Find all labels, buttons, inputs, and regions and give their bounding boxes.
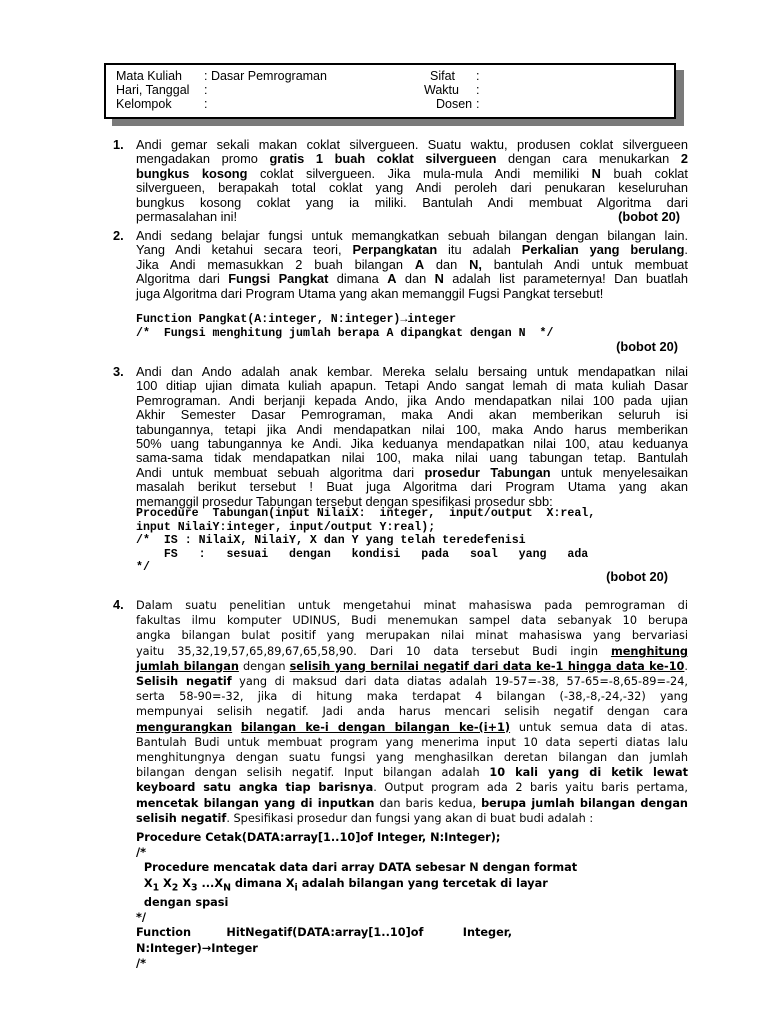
- hari-tanggal-label: Hari, Tanggal: [116, 83, 190, 97]
- sifat-value: :: [476, 69, 480, 83]
- kelompok-value: :: [204, 97, 208, 111]
- sifat-label: Sifat: [430, 69, 456, 83]
- question-text: Andi sedang belajar fungsi untuk memangkatkan sebuah bilangan dengan bilangan lain. Yang Andi ketahui secara teori, Perpangkatan itu adalah Perkalian yang berulang. Jika Andi memasukkan 2 buah bilangan A dan N, bantulah Andi untuk membuat Algoritma dari Fungsi Pangkat dimana A dan N adalah list parameternya! Dan buatlah juga Algoritma dari Program Utama yang akan memanggil Fugsi Pangkat tersebut!: [136, 228, 688, 301]
- header-box: [104, 63, 676, 119]
- code-line: Procedure Tabungan(input NilaiX: integer, input/output X:real,: [136, 507, 596, 520]
- waktu-label: Waktu: [424, 83, 459, 97]
- dosen-value: :: [476, 97, 480, 111]
- kelompok-label: Kelompok: [116, 97, 172, 111]
- code-line: dengan spasi: [136, 896, 229, 910]
- question-number: 1.: [113, 137, 124, 152]
- code-line: FS : sesuai dengan kondisi pada soal yang ada: [136, 547, 589, 561]
- code-line: /* Fungsi menghitung jumlah berapa A dipangkat dengan N */: [136, 326, 554, 340]
- bobot-row: [136, 340, 688, 354]
- code-line: Function Pangkat(A:integer, N:integer)→integer: [136, 313, 457, 326]
- code-line: Function HitNegatif(DATA:array[1..10]of Integer,: [136, 926, 513, 940]
- hari-tanggal-value: :: [204, 83, 208, 97]
- mata-kuliah-value: : Dasar Pemrograman: [204, 69, 327, 83]
- question-number: 3.: [113, 364, 124, 379]
- question-text: Dalam suatu penelitian untuk mengetahui minat mahasiswa pada pemrograman di fakultas ilmu komputer UDINUS, Budi menemukan sampel data sebanyak 10 berupa angka bilangan bulat positif yang merupakan nilai minat mahasiswa yang bervariasi yaitu 35,32,19,57,65,89,67,65,58,90. Dari 10 data tersebut Budi ingin menghitung jumlah bilangan dengan selisih yang bernilai negatif dari data ke-1 hingga data ke-10. Selisih negatif yang di maksud dari data diatas adalah 19-57=-38, 57-65=-8,65-89=-24, serta 58-90=-32, jika di hitung maka terdapat 4 bilangan (-38,-8,-24,-32) yang mempunyai selisih negatif. Jadi anda harus mencari selisih negatif dengan cara mengurangkan bilangan ke-i dengan bilangan ke-(i+1) untuk semua data di atas. Bantulah Budi untuk membuat program yang menerima input 10 data seperti diatas lalu menghitungnya dengan suatu fungsi yang menghasilkan deretan bilangan dan jumlah bilangan dengan selisih negatif. Input bilangan adalah 10 kali yang di ketik lewat keyboard satu angka tiap barisnya. Output program ada 2 baris yaitu baris pertama, mencetak bilangan yang di inputkan dan baris kedua, berupa jumlah bilangan dengan selisih negatif. Spesifikasi prosedur dan fungsi yang akan di buat budi adalah :: [136, 599, 689, 825]
- question-number: 2.: [113, 228, 124, 243]
- code-line: N:Integer)→Integer: [136, 941, 258, 955]
- bobot-label: (bobot 20): [606, 569, 668, 584]
- code-line: /*: [136, 956, 147, 970]
- code-line: */: [136, 911, 147, 925]
- code-line: Procedure Cetak(DATA:array[1..10]of Integer, N:Integer);: [136, 831, 501, 844]
- code-line: input NilaiY:integer, input/output Y:real);: [136, 520, 436, 534]
- dosen-label: Dosen: [436, 97, 473, 111]
- code-block: [136, 830, 688, 971]
- mata-kuliah-label: Mata Kuliah: [116, 69, 183, 83]
- code-block: [136, 507, 688, 575]
- question-number: 4.: [113, 597, 124, 612]
- code-line: /* IS : NilaiX, NilaiY, X dan Y yang telah teredefenisi: [136, 534, 526, 548]
- code-block: [136, 313, 688, 340]
- code-line: $X_1$ $X_2$ $X_3$ $...X_N$ dimana $X_i$ adalah bilangan yang tercetak di layar: [136, 876, 548, 893]
- bobot-label: (bobot 20): [618, 209, 680, 225]
- waktu-value: :: [476, 83, 480, 97]
- question-text: Andi gemar sekali makan coklat silvergueen. Suatu waktu, produsen coklat silvergueen mengadakan promo gratis 1 buah coklat silvergueen dengan cara menukarkan 2 bungkus kosong coklat silvergueen. Jika mula-mula Andi memiliki N buah coklat silvergueen, berapakah total coklat yang Andi peroleh dari penukaran keseluruhan bungkus kosong coklat yang ia miliki. Bantulah Andi membuat Algoritma dari permasalahan ini! (bobot 20): [136, 137, 688, 225]
- question-text: Andi dan Ando adalah anak kembar. Mereka selalu bersaing untuk mendapatkan nilai 100 ditiap ujian dimata kuliah apapun. Tetapi Ando sangat lemah di mata kuliah Dasar Pemrograman. Andi berjanji kepada Ando, jika Ando mendapatkan nilai 100 pada ujian Akhir Semester Dasar Pemrograman, maka Andi akan memberikan seluruh isi tabungannya, tetapi jika Andi mendapatkan nilai 100, maka Ando harus memberikan 50% uang tabungannya ke Andi. Jika keduanya mendapatkan nilai 100, atau keduanya sama-sama tidak mendapatkan nilai 100, maka nilai uang tabungan tetap. Bantulah Andi untuk membuat sebuah algoritma dari prosedur Tabungan untuk menyelesaikan masalah berikut tersebut ! Buat juga Algoritma dari Program Utama yang akan memanggil prosedur Tabungan tersebut dengan spesifikasi prosedur sbb:: [136, 364, 689, 509]
- code-line: Procedure mencatak data dari array DATA sebesar N dengan format: [136, 861, 578, 875]
- code-line: /*: [136, 846, 147, 860]
- bobot-row: [136, 570, 688, 584]
- bobot-label: (bobot 20): [616, 339, 678, 354]
- code-line: */: [136, 561, 150, 575]
